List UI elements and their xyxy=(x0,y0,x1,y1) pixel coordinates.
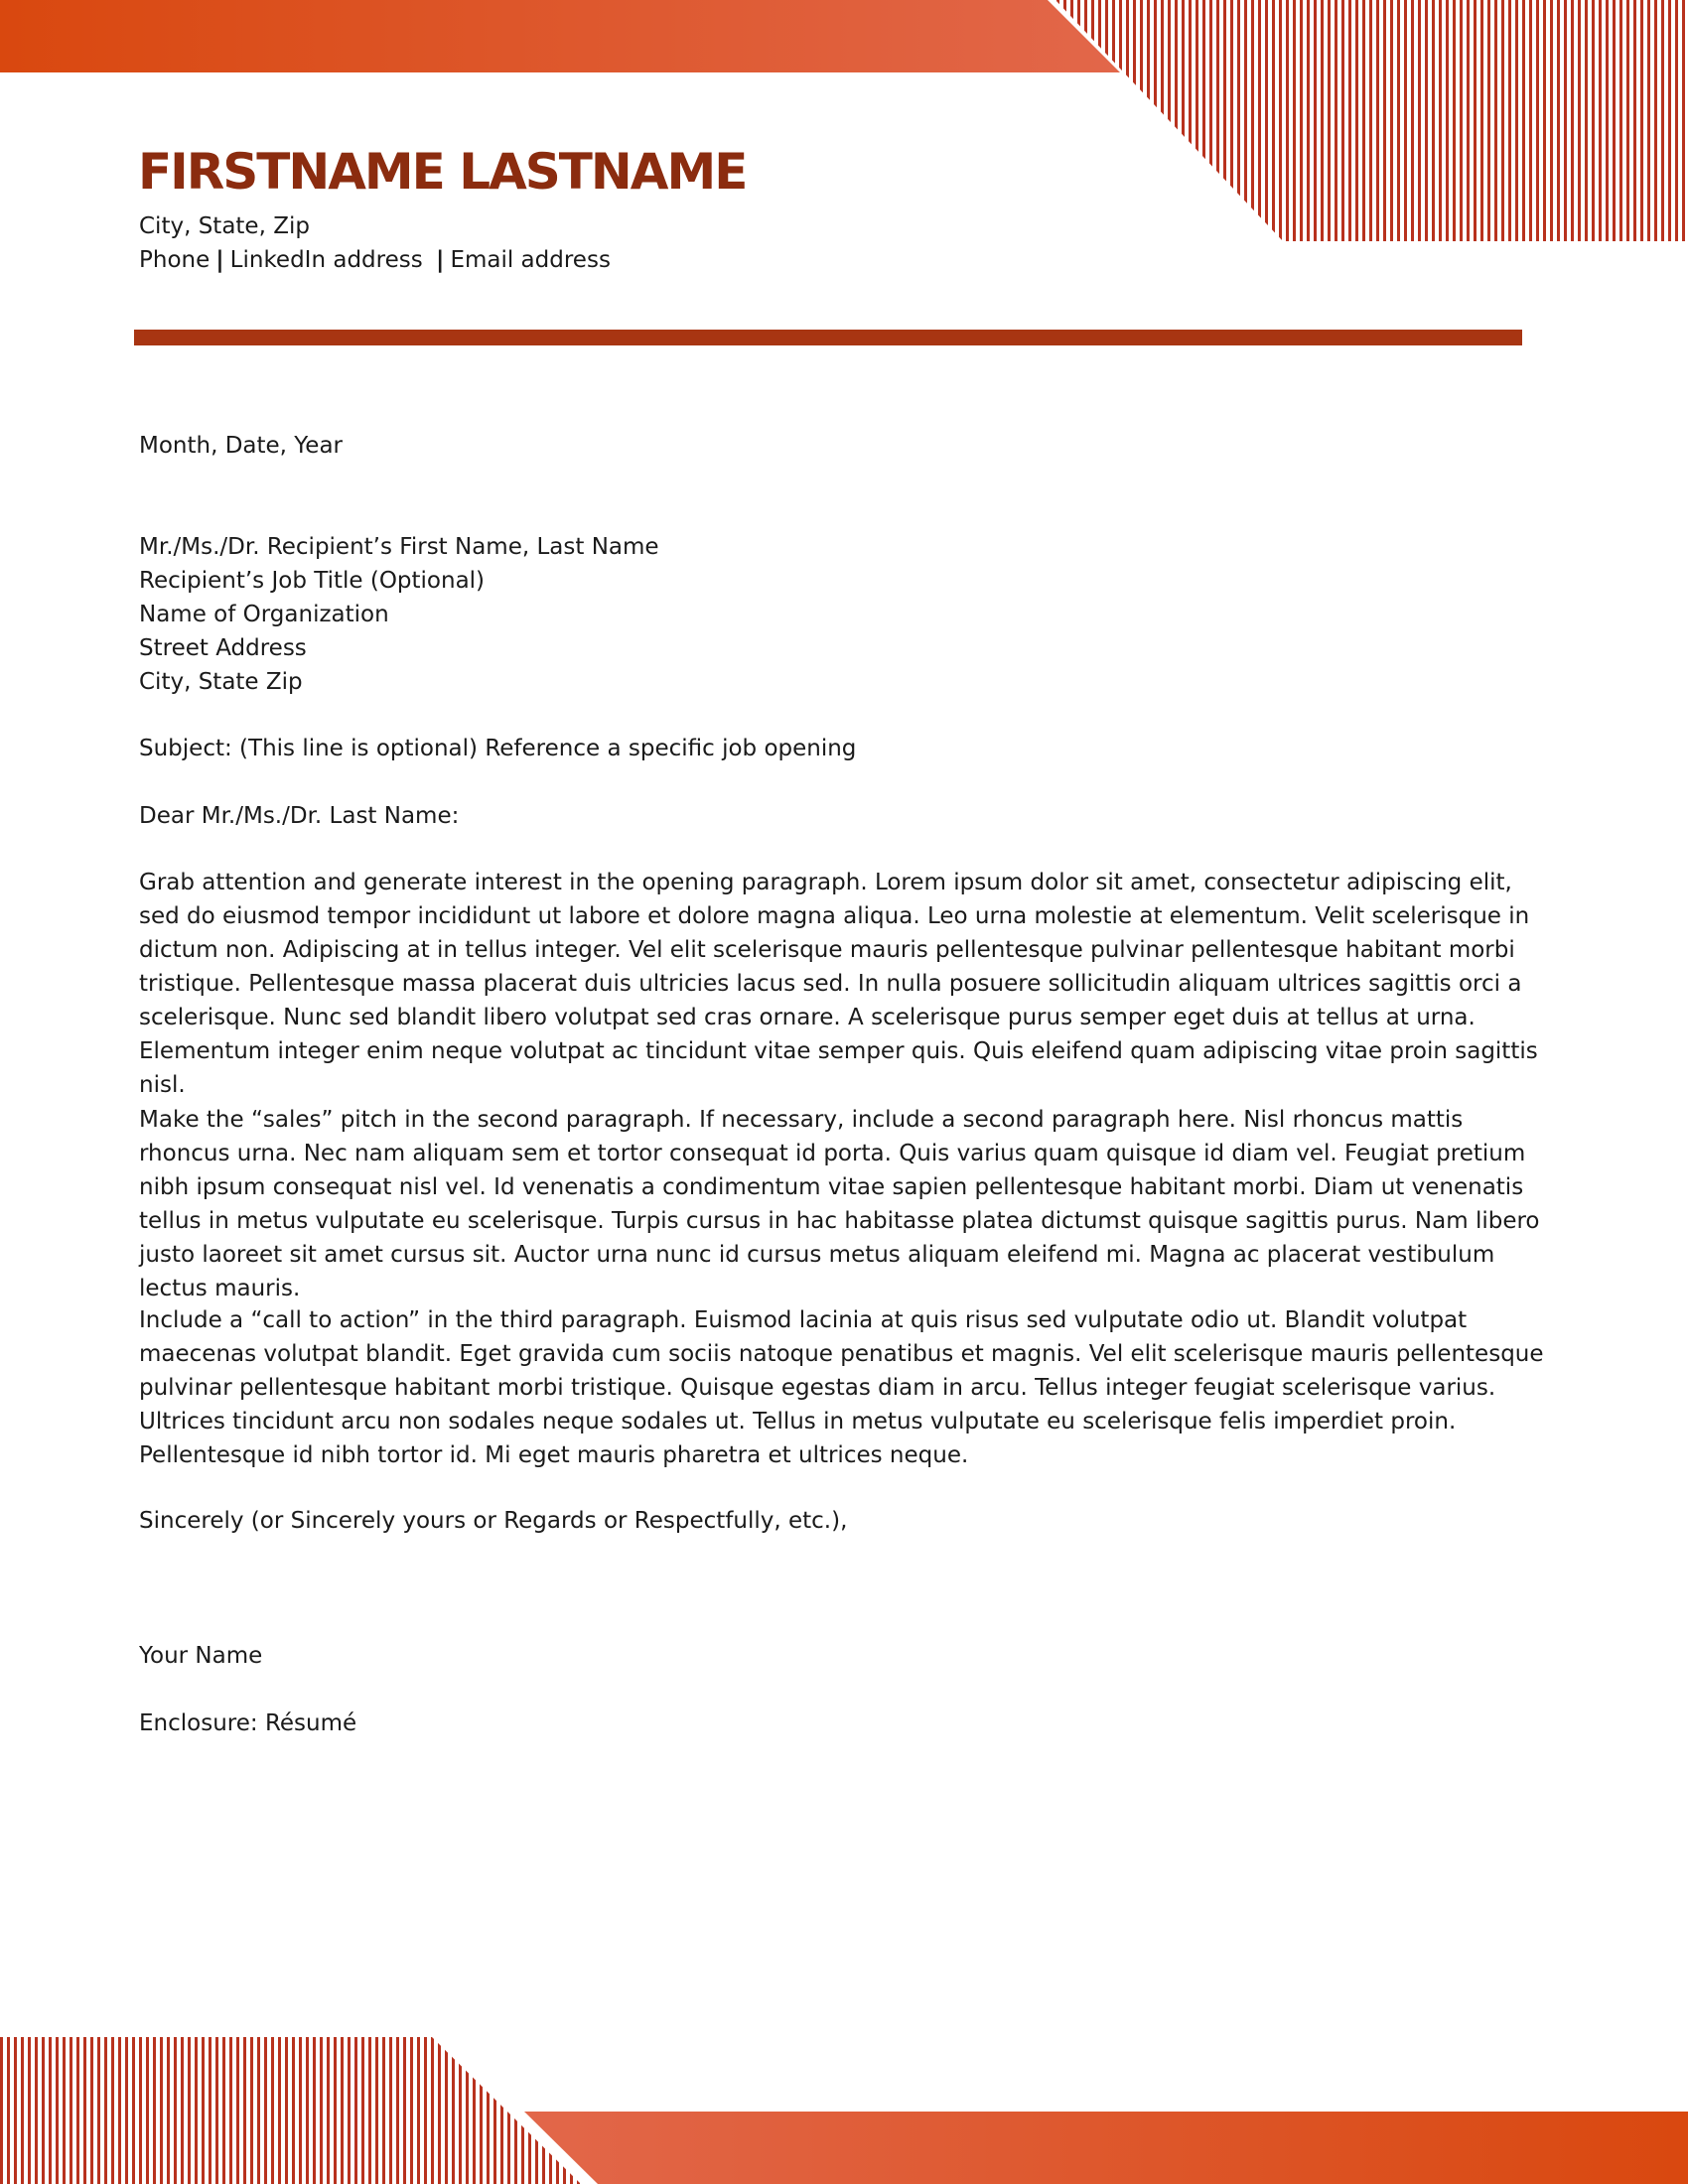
paragraph-text: Make the “sales” pitch in the second paragraph. If necessary, include a second paragraph here. Nisl rhoncus mattis rhoncus urna. Nec nam aliquam sem et tortor consequat id porta. Quis varius quam quisque id diam vel. Feugiat pretium nibh ipsum consequat nisl vel. Id venenatis a condimentum vitae sapien pellentesque habitant morbi. Diam ut venenatis tellus in metus vulputate eu scelerisque. Turpis cursus in hac habitasse platea dictumst quisque sagittis purus. Nam libero justo laoreet sit amet cursus sit. Auctor urna nunc id cursus metus aliquam eleifend mi. Magna ac placerat vestibulum lectus mauris. xyxy=(139,1107,1540,1301)
paragraph-call-to-action xyxy=(139,1303,1549,1472)
top-orange-band xyxy=(0,0,1120,72)
recipient-organization: Name of Organization xyxy=(139,602,389,627)
letter-date: Month, Date, Year xyxy=(139,433,344,459)
paragraph-sales-pitch xyxy=(139,1103,1549,1305)
signature-name: Your Name xyxy=(139,1643,263,1669)
recipient-city: City, State Zip xyxy=(139,669,303,695)
top-right-stripes xyxy=(1055,0,1688,241)
separator: | xyxy=(436,247,445,273)
bottom-left-stripes xyxy=(0,2037,581,2184)
header-divider xyxy=(134,330,1522,345)
recipient-title: Recipient’s Job Title (Optional) xyxy=(139,568,486,594)
enclosure: Enclosure: Résumé xyxy=(139,1710,357,1736)
paragraph-text: Grab attention and generate interest in the opening paragraph. Lorem ipsum dolor sit amet, consectetur adipiscing elit, sed do eiusmod tempor incididunt ut labore et dolore magna aliqua. Leo urna molestie at elementum. Velit scelerisque in dictum non. Adipiscing at in tellus integer. Vel elit scelerisque mauris pellentesque pulvinar pellentesque habitant morbi tristique. Pellentesque massa placerat duis ultricies lacus sed. In nulla posuere sollicitudin aliquam ultrices sagittis orci a scelerisque. Nunc sed blandit libero volutpat sed cras ornare. A scelerisque purus semper eget duis at tellus at urna. Elementum integer enim neque volutpat ac tincidunt vitae semper quis. Quis eleifend quam adipiscing vitae proin sagittis nisl. xyxy=(139,870,1538,1098)
contact-line xyxy=(139,247,611,273)
paragraph-text: Include a “call to action” in the third paragraph. Euismod lacinia at quis risus sed vulputate odio ut. Blandit volutpat maecenas volutpat blandit. Eget gravida cum sociis natoque penatibus et magnis. Vel elit scelerisque mauris pellentesque pulvinar pellentesque habitant morbi tristique. Quisque egestas diam in arcu. Tellus integer feugiat scelerisque varius. Ultrices tincidunt arcu non sodales neque sodales ut. Tellus in metus vulputate eu scelerisque felis imperdiet proin. Pellentesque id nibh tortor id. Mi eget mauris pharetra et ultrices neque. xyxy=(139,1307,1544,1468)
email-address: Email address xyxy=(450,247,611,273)
address-line: City, State, Zip xyxy=(139,213,310,239)
phone: Phone xyxy=(139,247,211,273)
applicant-name: FIRSTNAME LASTNAME xyxy=(138,143,747,201)
recipient-street: Street Address xyxy=(139,635,307,661)
salutation: Dear Mr./Ms./Dr. Last Name: xyxy=(139,803,460,829)
separator: | xyxy=(215,247,224,273)
closing: Sincerely (or Sincerely yours or Regards or Respectfully, etc.), xyxy=(139,1508,848,1534)
bottom-orange-band xyxy=(524,2112,1688,2184)
recipient-name: Mr./Ms./Dr. Recipient’s First Name, Last Name xyxy=(139,534,659,560)
subject-line: Subject: (This line is optional) Reference a specific job opening xyxy=(139,736,857,761)
paragraph-opening xyxy=(139,866,1549,1102)
linkedin-address: LinkedIn address xyxy=(229,247,423,273)
recipient-block xyxy=(139,530,659,699)
